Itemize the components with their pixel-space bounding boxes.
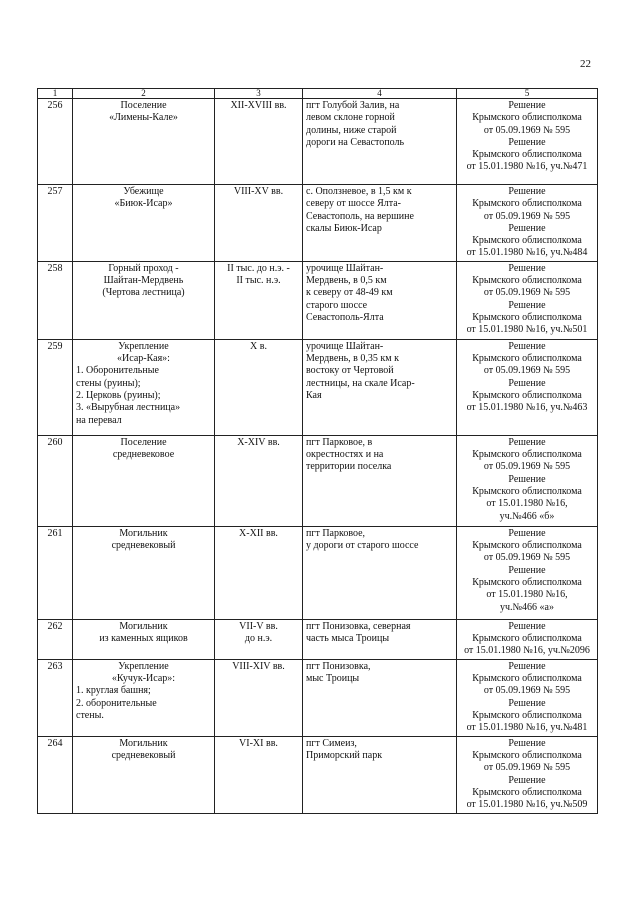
row-number: 260 (47, 436, 63, 448)
cell-line: Решение (508, 620, 546, 632)
cell-line: старого шоссе (306, 299, 368, 311)
cell-line: VIII-XV вв. (233, 186, 284, 197)
header-col-1: 1 (38, 89, 73, 99)
cell-line: «Кучук-Исар»: (111, 672, 176, 684)
cell-line: пгт Понизовка, (306, 660, 371, 672)
cell-line: Крымского облисполкома (472, 389, 582, 401)
cell-line: II тыс. н.э. (236, 275, 281, 287)
cell-line: мыс Троицы (306, 672, 360, 684)
cell-line: от 05.09.1969 № 595 (483, 124, 571, 136)
cell-line: VI-XI вв. (239, 737, 278, 749)
cell-line: от 05.09.1969 № 595 (483, 762, 571, 774)
cell-date (215, 261, 303, 339)
cell-documents (457, 659, 598, 736)
row-number: 261 (47, 527, 63, 539)
cell-line: 3. «Вырубная лестница» (76, 402, 181, 414)
table-row (38, 526, 598, 619)
cell-line: урочище Шайтан- (306, 262, 384, 274)
row-number: 262 (47, 620, 63, 632)
cell-date (215, 736, 303, 813)
cell-line: пгт Парковое, в (306, 436, 373, 448)
cell-line: Кая (306, 389, 322, 401)
cell-line: Поселение (120, 100, 167, 111)
cell-line: Укрепление (118, 660, 169, 672)
cell-number (38, 659, 73, 736)
cell-name (73, 99, 215, 185)
cell-line: до н.э. (244, 633, 273, 645)
cell-line: у дороги от старого шоссе (306, 540, 419, 552)
cell-number (38, 99, 73, 185)
cell-line: Решение (508, 136, 546, 148)
table-row (38, 659, 598, 736)
table-row (38, 736, 598, 813)
cell-line: Решение (508, 527, 546, 539)
cell-date (215, 526, 303, 619)
cell-name (73, 185, 215, 262)
header-col-3: 3 (215, 89, 303, 99)
cell-line: Мердвень, в 0,5 км (306, 275, 387, 287)
cell-line: Укрепление (118, 340, 169, 352)
cell-line: от 05.09.1969 № 595 (483, 210, 571, 222)
cell-line: Решение (508, 697, 546, 709)
cell-line: Крымского облисполкома (472, 112, 582, 124)
cell-line: уч.№466 «б» (499, 510, 555, 522)
cell-line: с. Оползневое, в 1,5 км к (306, 186, 412, 197)
cell-line: Могильник (119, 737, 168, 749)
cell-name (73, 261, 215, 339)
cell-name (73, 619, 215, 659)
cell-line: Решение (508, 564, 546, 576)
cell-name (73, 435, 215, 526)
cell-line: Могильник (119, 527, 168, 539)
cell-line: 2. Церковь (руины); (76, 389, 161, 401)
cell-line: Крымского облисполкома (472, 275, 582, 287)
cell-line: скалы Биюк-Исар (306, 222, 382, 234)
cell-line: Решение (508, 262, 546, 274)
cell-line: Приморский парк (306, 749, 383, 761)
cell-documents (457, 185, 598, 262)
header-row (38, 89, 598, 99)
cell-name (73, 339, 215, 435)
cell-line: лестницы, на скале Исар- (306, 377, 415, 389)
cell-line: востоку от Чертовой (306, 365, 394, 377)
cell-line: Решение (508, 473, 546, 485)
row-number: 256 (47, 100, 63, 111)
cell-line: левом склоне горной (306, 112, 395, 124)
page-number: 22 (580, 58, 591, 70)
table-body (38, 99, 598, 814)
cell-number (38, 619, 73, 659)
cell-line: от 05.09.1969 № 595 (483, 552, 571, 564)
cell-line: территории поселка (306, 461, 392, 473)
cell-name (73, 659, 215, 736)
cell-number (38, 261, 73, 339)
cell-line: VIII-XIV вв. (232, 660, 285, 672)
cell-line: II тыс. до н.э. - (227, 262, 290, 274)
cell-location (303, 99, 457, 185)
cell-line: Решение (508, 100, 546, 111)
cell-line: стены. (76, 709, 104, 721)
cell-line: Севастополь-Ялта (306, 311, 384, 323)
header-col-2: 2 (73, 89, 215, 99)
cell-line: Горный проход - (108, 262, 179, 274)
cell-number (38, 526, 73, 619)
cell-line: Крымского облисполкома (472, 633, 582, 645)
table-row (38, 435, 598, 526)
cell-name (73, 736, 215, 813)
cell-line: Крымского облисполкома (472, 311, 582, 323)
cell-date (215, 659, 303, 736)
cell-line: 1. Оборонительные (76, 365, 159, 377)
table-row (38, 185, 598, 262)
cell-line: от 15.01.1980 №16, уч.№2096 (464, 645, 590, 657)
row-number: 257 (47, 186, 63, 197)
cell-line: Крымского облисполкома (472, 576, 582, 588)
cell-line: стены (руины); (76, 377, 141, 389)
cell-line: на перевал (76, 414, 122, 426)
cell-number (38, 435, 73, 526)
row-number: 259 (47, 340, 63, 352)
cell-line: Крымского облисполкома (472, 449, 582, 461)
cell-line: Мердвень, в 0,35 км к (306, 353, 399, 365)
cell-line: Решение (508, 186, 546, 197)
cell-line: от 15.01.1980 №16, (486, 498, 568, 510)
header-col-5: 5 (457, 89, 598, 99)
row-number: 263 (47, 660, 63, 672)
cell-line: от 15.01.1980 №16, уч.№501 (466, 324, 588, 336)
cell-line: Могильник (119, 620, 168, 632)
cell-line: Решение (508, 737, 546, 749)
cell-location (303, 659, 457, 736)
heritage-register-table (37, 88, 598, 814)
cell-line: «Лимены-Кале» (109, 112, 178, 124)
cell-line: Решение (508, 377, 546, 389)
row-number: 258 (47, 262, 63, 274)
cell-line: (Чертова лестница) (102, 287, 185, 299)
cell-date (215, 619, 303, 659)
row-number: 264 (47, 737, 63, 749)
cell-number (38, 736, 73, 813)
cell-line: от 15.01.1980 №16, уч.№471 (466, 161, 588, 173)
cell-line: Решение (508, 436, 546, 448)
cell-line: пгт Голубой Залив, на (306, 100, 400, 111)
cell-line: средневековый (111, 540, 176, 552)
cell-date (215, 339, 303, 435)
cell-line: от 15.01.1980 №16, уч.№484 (466, 247, 588, 259)
cell-line: от 15.01.1980 №16, уч.№463 (466, 402, 588, 414)
cell-line: Севастополь, на вершине (306, 210, 414, 222)
cell-documents (457, 435, 598, 526)
cell-line: «Биюк-Исар» (114, 198, 173, 210)
table-row (38, 339, 598, 435)
cell-line: от 15.01.1980 №16, уч.№481 (466, 722, 588, 734)
table-row (38, 261, 598, 339)
cell-documents (457, 261, 598, 339)
cell-location (303, 185, 457, 262)
cell-date (215, 435, 303, 526)
cell-date (215, 99, 303, 185)
cell-line: Крымского облисполкома (472, 709, 582, 721)
cell-documents (457, 619, 598, 659)
cell-line: Крымского облисполкома (472, 672, 582, 684)
cell-line: Убежище (123, 186, 164, 197)
cell-line: дороги на Севастополь (306, 136, 405, 148)
cell-line: 1. круглая башня; (76, 685, 151, 697)
cell-line: пгт Парковое, (306, 527, 366, 539)
table-row (38, 619, 598, 659)
cell-number (38, 339, 73, 435)
cell-line: из каменных ящиков (99, 633, 188, 645)
cell-line: Крымского облисполкома (472, 353, 582, 365)
cell-line: Шайтан-Мердвень (103, 275, 184, 287)
cell-line: урочище Шайтан- (306, 340, 384, 352)
cell-line: Решение (508, 340, 546, 352)
cell-line: Крымского облисполкома (472, 149, 582, 161)
cell-line: от 15.01.1980 №16, уч.№509 (466, 799, 588, 811)
cell-location (303, 435, 457, 526)
cell-line: Крымского облисполкома (472, 786, 582, 798)
cell-documents (457, 736, 598, 813)
cell-location (303, 339, 457, 435)
cell-location (303, 261, 457, 339)
cell-location (303, 526, 457, 619)
cell-documents (457, 339, 598, 435)
cell-line: средневековый (111, 749, 176, 761)
cell-line: X-XII вв. (239, 527, 278, 539)
cell-documents (457, 99, 598, 185)
cell-number (38, 185, 73, 262)
cell-line: Решение (508, 222, 546, 234)
cell-line: VII-V вв. (239, 620, 278, 632)
cell-name (73, 526, 215, 619)
cell-line: часть мыса Троицы (306, 633, 390, 645)
cell-line: уч.№466 «а» (499, 601, 554, 613)
cell-line: 2. оборонительные (76, 697, 157, 709)
cell-line: окрестностях и на (306, 449, 384, 461)
cell-line: Решение (508, 774, 546, 786)
cell-line: от 15.01.1980 №16, (486, 589, 568, 601)
cell-line: Решение (508, 299, 546, 311)
cell-line: Крымского облисполкома (472, 235, 582, 247)
cell-line: от 05.09.1969 № 595 (483, 461, 571, 473)
cell-line: Крымского облисполкома (472, 749, 582, 761)
cell-line: к северу от 48-49 км (306, 287, 393, 299)
cell-line: Решение (508, 660, 546, 672)
cell-line: Крымского облисполкома (472, 485, 582, 497)
cell-line: от 05.09.1969 № 595 (483, 685, 571, 697)
cell-location (303, 736, 457, 813)
cell-date (215, 185, 303, 262)
cell-line: «Исар-Кая»: (117, 353, 170, 365)
cell-documents (457, 526, 598, 619)
cell-line: северу от шоссе Ялта- (306, 198, 402, 210)
cell-line: пгт Понизовка, северная (306, 620, 411, 632)
cell-line: пгт Симеиз, (306, 737, 357, 749)
cell-line: от 05.09.1969 № 595 (483, 287, 571, 299)
cell-line: от 05.09.1969 № 595 (483, 365, 571, 377)
cell-line: средневековое (112, 449, 175, 461)
cell-line: Крымского облисполкома (472, 198, 582, 210)
cell-line: X в. (250, 340, 267, 352)
table-row (38, 99, 598, 185)
cell-line: Поселение (120, 436, 167, 448)
cell-location (303, 619, 457, 659)
cell-line: Крымского облисполкома (472, 540, 582, 552)
header-col-4: 4 (303, 89, 457, 99)
cell-line: долины, ниже старой (306, 124, 397, 136)
cell-line: XII-XVIII вв. (230, 100, 287, 111)
cell-line: X-XIV вв. (237, 436, 280, 448)
